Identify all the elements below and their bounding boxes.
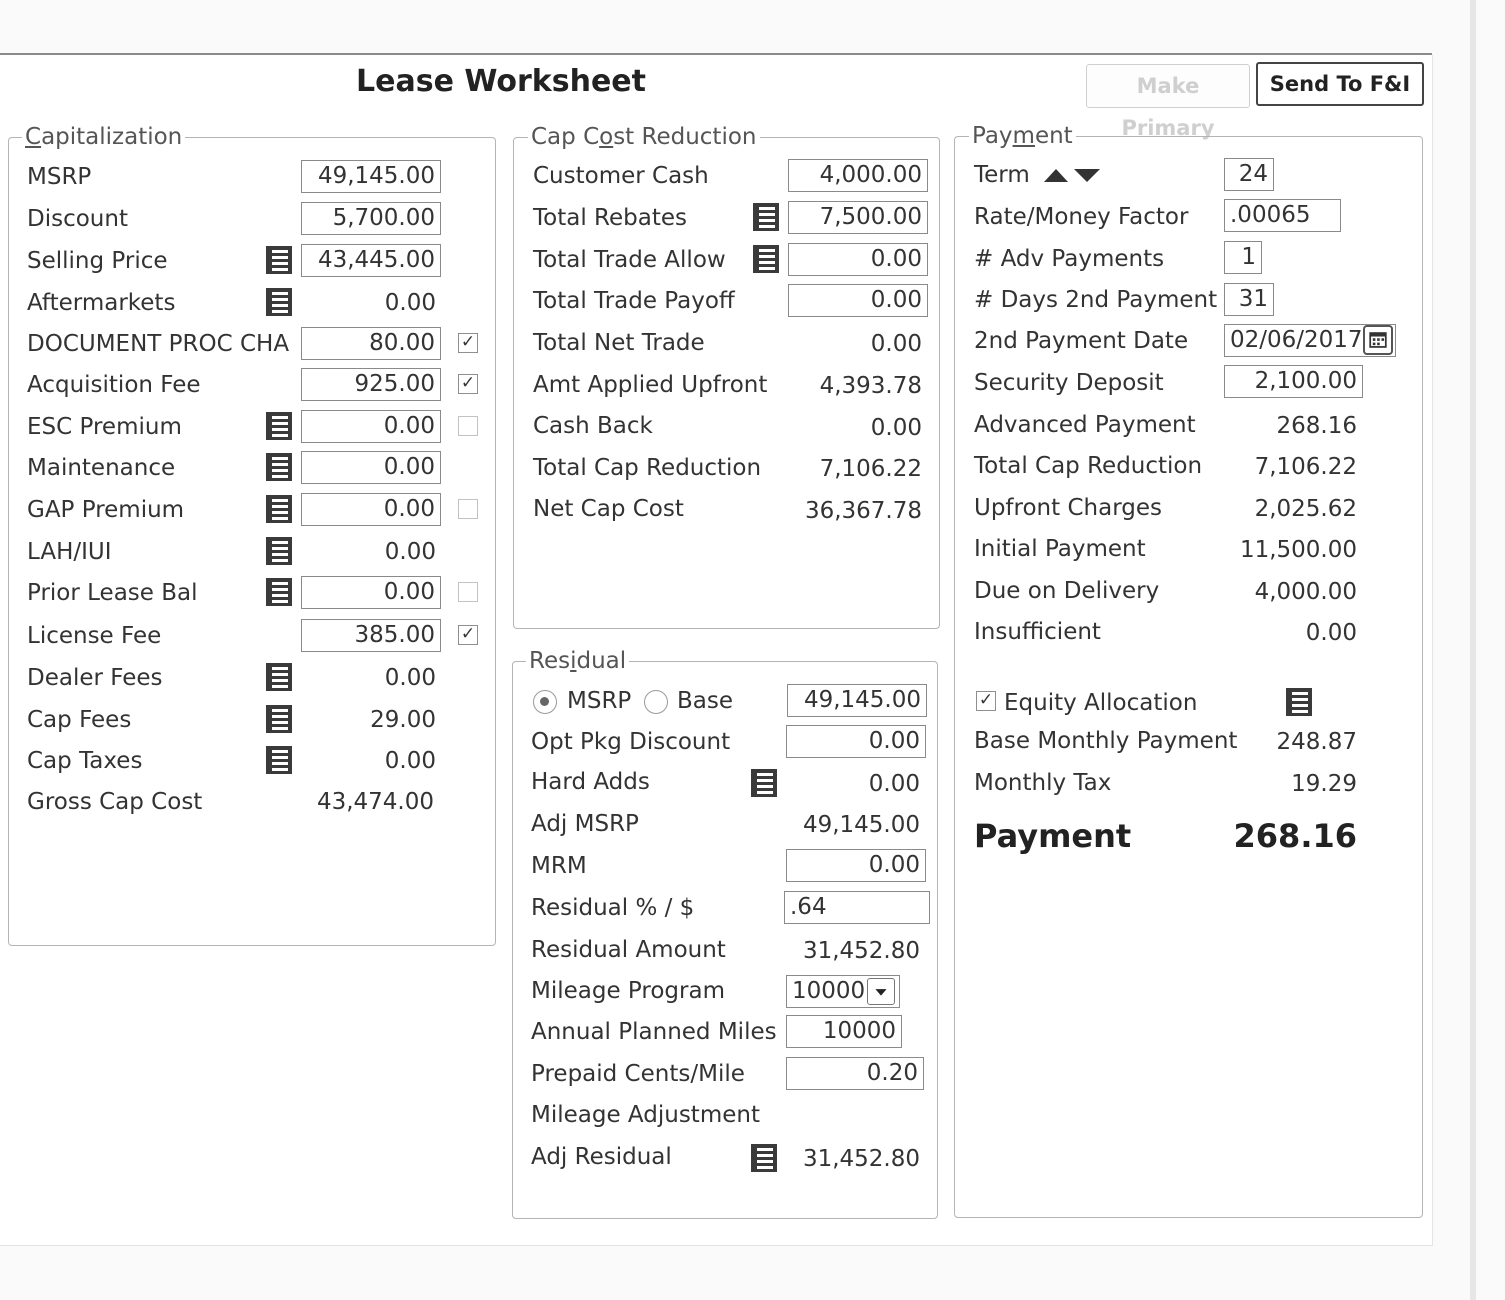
dealer-fees-label: Dealer Fees (27, 665, 163, 691)
gap-premium-input[interactable]: 0.00 (301, 493, 441, 526)
total-trade-payoff-label: Total Trade Payoff (533, 288, 735, 314)
total-trade-allow-input[interactable]: 0.00 (788, 243, 928, 276)
prior-lease-bal-checkbox[interactable] (458, 582, 478, 602)
msrp-radio[interactable] (533, 690, 557, 714)
upfront-charges-label: Upfront Charges (974, 495, 1162, 521)
calculator-icon[interactable] (265, 704, 293, 734)
discount-label: Discount (27, 206, 128, 232)
discount-input[interactable]: 5,700.00 (301, 202, 441, 235)
payment-legend: Payment (969, 123, 1076, 149)
esc-premium-input[interactable]: 0.00 (301, 410, 441, 443)
insufficient-value: 0.00 (1305, 620, 1357, 646)
amt-applied-upfront-label: Amt Applied Upfront (533, 372, 768, 398)
cash-back-value: 0.00 (870, 415, 922, 441)
adj-msrp-value: 49,145.00 (802, 812, 920, 838)
adj-msrp-label: Adj MSRP (531, 811, 639, 837)
upfront-charges-value: 2,025.62 (1254, 496, 1357, 522)
total-rebates-label: Total Rebates (533, 205, 687, 231)
selling-price-label: Selling Price (27, 248, 168, 274)
sort-up-down-icon[interactable] (1042, 166, 1102, 184)
cap-cost-reduction-legend: Cap Cost Reduction (528, 124, 760, 150)
gap-premium-checkbox[interactable] (458, 499, 478, 519)
annual-planned-miles-label: Annual Planned Miles (531, 1019, 777, 1045)
mrm-input[interactable]: 0.00 (786, 849, 926, 882)
net-cap-cost-label: Net Cap Cost (533, 496, 684, 522)
total-cap-reduction-value: 7,106.22 (819, 456, 922, 482)
hard-adds-value: 0.00 (868, 771, 920, 797)
mileage-program-label: Mileage Program (531, 978, 725, 1004)
send-to-fi-button[interactable]: Send To F&I (1256, 62, 1424, 106)
total-trade-payoff-input[interactable]: 0.00 (788, 284, 928, 317)
insufficient-label: Insufficient (974, 619, 1101, 645)
due-on-delivery-value: 4,000.00 (1254, 579, 1357, 605)
license-fee-checkbox[interactable]: ✓ (458, 625, 478, 645)
net-cap-cost-value: 36,367.78 (804, 498, 922, 524)
residual-amount-label: Residual Amount (531, 937, 726, 963)
chevron-down-icon[interactable] (867, 978, 895, 1005)
customer-cash-input[interactable]: 4,000.00 (788, 159, 928, 192)
term-input[interactable]: 24 (1224, 158, 1274, 191)
calculator-icon[interactable] (265, 245, 293, 275)
adv-payments-label: # Adv Payments (974, 246, 1165, 272)
license-fee-input[interactable]: 385.00 (301, 619, 441, 652)
opt-pkg-discount-input[interactable]: 0.00 (786, 725, 926, 758)
2nd-payment-date-label: 2nd Payment Date (974, 328, 1189, 354)
maintenance-label: Maintenance (27, 455, 176, 481)
mrm-label: MRM (531, 853, 587, 879)
acquisition-fee-input[interactable]: 925.00 (301, 368, 441, 401)
payment-total-value: 268.16 (1233, 817, 1357, 855)
total-trade-allow-label: Total Trade Allow (533, 247, 726, 273)
calculator-icon[interactable] (750, 1143, 778, 1173)
calculator-icon[interactable] (750, 768, 778, 798)
aftermarkets-label: Aftermarkets (27, 290, 176, 316)
lah-iui-value: 0.00 (384, 539, 436, 565)
dealer-fees-value: 0.00 (384, 665, 436, 691)
amt-applied-upfront-value: 4,393.78 (819, 373, 922, 399)
advanced-payment-label: Advanced Payment (974, 412, 1196, 438)
rate-money-factor-label: Rate/Money Factor (974, 204, 1189, 230)
cap-fees-label: Cap Fees (27, 707, 132, 733)
adv-payments-input[interactable]: 1 (1224, 241, 1262, 274)
2nd-payment-date-input[interactable]: 02/06/2017 (1224, 324, 1396, 357)
total-rebates-input[interactable]: 7,500.00 (788, 201, 928, 234)
residual-pct-input[interactable]: .64 (784, 891, 930, 924)
due-on-delivery-label: Due on Delivery (974, 578, 1160, 604)
selling-price-input[interactable]: 43,445.00 (301, 244, 441, 277)
calculator-icon[interactable] (752, 202, 780, 232)
acquisition-fee-label: Acquisition Fee (27, 372, 201, 398)
initial-payment-value: 11,500.00 (1239, 537, 1357, 563)
advanced-payment-value: 268.16 (1276, 413, 1357, 439)
mileage-program-select[interactable]: 10000 (786, 975, 900, 1008)
license-fee-label: License Fee (27, 623, 162, 649)
residual-msrp-input[interactable]: 49,145.00 (787, 684, 927, 717)
lah-iui-label: LAH/IUI (27, 539, 112, 565)
residual-pct-label: Residual % / $ (531, 895, 695, 921)
base-radio-label: Base (677, 688, 734, 714)
customer-cash-label: Customer Cash (533, 163, 709, 189)
cap-taxes-label: Cap Taxes (27, 748, 143, 774)
gross-cap-cost-label: Gross Cap Cost (27, 789, 203, 815)
msrp-input[interactable]: 49,145.00 (301, 160, 441, 193)
make-primary-button[interactable]: Make Primary (1086, 64, 1250, 108)
mileage-adjustment-label: Mileage Adjustment (531, 1102, 760, 1128)
maintenance-input[interactable]: 0.00 (301, 451, 441, 484)
days-2nd-payment-label: # Days 2nd Payment (974, 287, 1218, 313)
calendar-icon[interactable] (1363, 325, 1393, 355)
document-proc-checkbox[interactable]: ✓ (458, 333, 478, 353)
cash-back-label: Cash Back (533, 413, 653, 439)
residual-amount-value: 31,452.80 (802, 938, 920, 964)
calculator-icon[interactable] (265, 577, 293, 607)
adj-residual-value: 31,452.80 (802, 1146, 920, 1172)
prepaid-cents-input[interactable]: 0.20 (786, 1057, 924, 1090)
term-label: Term (974, 162, 1030, 188)
rate-money-factor-input[interactable]: .00065 (1224, 199, 1341, 232)
adj-residual-label: Adj Residual (531, 1144, 672, 1170)
page-title: Lease Worksheet (356, 64, 646, 99)
gross-cap-cost-value: 43,474.00 (316, 789, 434, 815)
calculator-icon[interactable] (265, 536, 293, 566)
payment-total-label: Payment (974, 817, 1132, 855)
capitalization-legend: Capitalization (22, 124, 185, 150)
msrp-radio-label: MSRP (567, 688, 632, 714)
calculator-icon[interactable] (1285, 687, 1313, 717)
total-net-trade-label: Total Net Trade (533, 330, 705, 356)
equity-allocation-label: Equity Allocation (1004, 690, 1198, 716)
total-cap-reduction-label: Total Cap Reduction (533, 455, 762, 481)
opt-pkg-discount-label: Opt Pkg Discount (531, 729, 731, 755)
cap-taxes-value: 0.00 (384, 748, 436, 774)
calculator-icon[interactable] (265, 411, 293, 441)
base-monthly-payment-value: 248.87 (1276, 729, 1357, 755)
prior-lease-bal-label: Prior Lease Bal (27, 580, 198, 606)
calculator-icon[interactable] (265, 494, 293, 524)
acquisition-fee-checkbox[interactable]: ✓ (458, 374, 478, 394)
document-proc-label: DOCUMENT PROC CHA (27, 331, 290, 357)
document-proc-input[interactable]: 80.00 (301, 327, 441, 360)
security-deposit-input[interactable]: 2,100.00 (1224, 365, 1363, 398)
initial-payment-label: Initial Payment (974, 536, 1146, 562)
annual-planned-miles-input[interactable]: 10000 (786, 1015, 902, 1048)
gap-premium-label: GAP Premium (27, 497, 185, 523)
calculator-icon[interactable] (265, 745, 293, 775)
calculator-icon[interactable] (752, 244, 780, 274)
equity-allocation-checkbox[interactable]: ✓ (976, 691, 996, 711)
esc-premium-checkbox[interactable] (458, 416, 478, 436)
aftermarkets-value: 0.00 (384, 290, 436, 316)
monthly-tax-label: Monthly Tax (974, 770, 1112, 796)
total-net-trade-value: 0.00 (870, 331, 922, 357)
window-edge (1470, 0, 1476, 1300)
calculator-icon[interactable] (265, 452, 293, 482)
base-monthly-payment-label: Base Monthly Payment (974, 728, 1238, 754)
prepaid-cents-label: Prepaid Cents/Mile (531, 1061, 745, 1087)
base-radio[interactable] (644, 690, 668, 714)
security-deposit-label: Security Deposit (974, 370, 1164, 396)
hard-adds-label: Hard Adds (531, 769, 650, 795)
payment-total-cap-reduction-label: Total Cap Reduction (974, 453, 1203, 479)
days-2nd-payment-input[interactable]: 31 (1224, 283, 1274, 316)
payment-total-cap-reduction-value: 7,106.22 (1254, 454, 1357, 480)
prior-lease-bal-input[interactable]: 0.00 (301, 576, 441, 609)
residual-legend: Residual (526, 648, 629, 674)
cap-fees-value: 29.00 (370, 707, 436, 733)
esc-premium-label: ESC Premium (27, 414, 182, 440)
monthly-tax-value: 19.29 (1291, 771, 1357, 797)
calculator-icon[interactable] (265, 662, 293, 692)
msrp-label: MSRP (27, 164, 92, 190)
calculator-icon[interactable] (265, 287, 293, 317)
